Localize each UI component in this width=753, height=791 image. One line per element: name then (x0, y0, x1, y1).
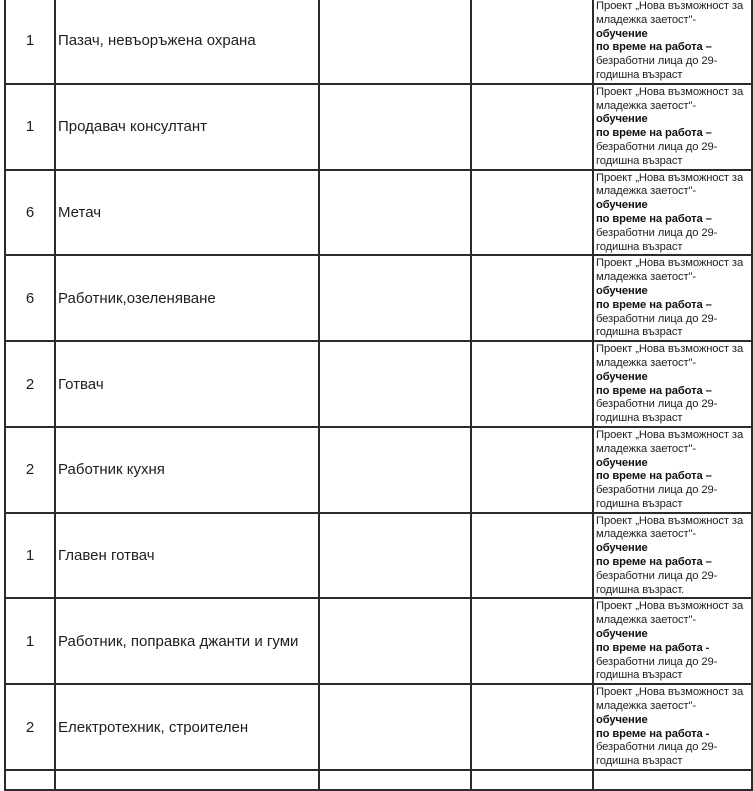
empty-cell-4 (471, 770, 593, 790)
project-line-2-bold: обучение (596, 113, 648, 126)
project-line-1: Проект „Нова възможност за (596, 686, 744, 699)
project-line-3: по време на работа - (596, 641, 710, 654)
project-line-3: по време на работа – (596, 384, 712, 397)
project-line-2-bold: обучение (596, 713, 648, 726)
project-line-2 (596, 357, 749, 385)
project-line-2-plain: младежка заетост"- (596, 614, 697, 627)
empty-cell-3 (319, 513, 471, 599)
project-line-4: безработни лица до 29- (596, 55, 718, 68)
project-line-2-plain: младежка заетост"- (596, 356, 697, 369)
project-line-3: по време на работа – (596, 212, 712, 225)
project-line-1: Проект „Нова възможност за (596, 428, 744, 441)
project-line-5: годишна възраст (596, 326, 683, 339)
project-line-2 (596, 14, 749, 42)
project-line-4: безработни лица до 29- (596, 226, 718, 239)
project-line-2-plain: младежка заетост"- (596, 442, 697, 455)
project-note-cell (593, 427, 752, 513)
quantity-cell: 1 (5, 598, 55, 684)
quantity-cell (5, 770, 55, 790)
position-cell: Работник, поправка джанти и гуми (55, 598, 319, 684)
project-line-1: Проект „Нова възможност за (596, 0, 744, 12)
project-note-cell (593, 255, 752, 341)
project-line-2-bold: обучение (596, 456, 648, 469)
quantity-cell: 2 (5, 341, 55, 427)
project-line-5: годишна възраст (596, 240, 683, 253)
position-cell: Метач (55, 170, 319, 256)
table-row (5, 341, 752, 427)
project-line-2-bold: обучение (596, 284, 648, 297)
project-line-3: по време на работа – (596, 470, 712, 483)
project-line-1: Проект „Нова възможност за (596, 600, 744, 613)
project-line-1: Проект „Нова възможност за (596, 257, 744, 270)
empty-cell-3 (319, 684, 471, 770)
project-line-3: по време на работа - (596, 727, 710, 740)
project-line-5: годишна възраст (596, 154, 683, 167)
project-line-2-plain: младежка заетост"- (596, 271, 697, 284)
position-cell: Електротехник, строителен (55, 684, 319, 770)
project-line-4: безработни лица до 29- (596, 741, 718, 754)
empty-cell-4 (471, 427, 593, 513)
project-line-1: Проект „Нова възможност за (596, 85, 744, 98)
position-cell: Главен готвач (55, 513, 319, 599)
vacancies-table (4, 0, 753, 791)
project-line-2 (596, 100, 749, 128)
project-line-2 (596, 528, 749, 556)
empty-cell-3 (319, 770, 471, 790)
empty-cell-4 (471, 0, 593, 84)
table-row (5, 513, 752, 599)
position-cell: Работник кухня (55, 427, 319, 513)
project-line-3: по време на работа – (596, 556, 712, 569)
table-row (5, 598, 752, 684)
position-cell: Готвач (55, 341, 319, 427)
project-note-cell (593, 770, 752, 790)
project-line-2-plain: младежка заетост"- (596, 99, 697, 112)
project-note-cell (593, 598, 752, 684)
empty-cell-4 (471, 170, 593, 256)
project-line-1: Проект „Нова възможност за (596, 171, 744, 184)
empty-cell-3 (319, 427, 471, 513)
table-row (5, 170, 752, 256)
project-line-4: безработни лица до 29- (596, 312, 718, 325)
project-line-4: безработни лица до 29- (596, 140, 718, 153)
project-note-cell (593, 684, 752, 770)
project-line-5: годишна възраст (596, 755, 683, 768)
empty-cell-4 (471, 341, 593, 427)
project-line-1: Проект „Нова възможност за (596, 514, 744, 527)
empty-cell-4 (471, 598, 593, 684)
project-line-2-bold: обучение (596, 370, 648, 383)
empty-cell-3 (319, 255, 471, 341)
project-line-2 (596, 614, 749, 642)
quantity-cell: 1 (5, 513, 55, 599)
empty-cell-3 (319, 84, 471, 170)
empty-cell-4 (471, 513, 593, 599)
project-note-cell (593, 513, 752, 599)
project-line-4: безработни лица до 29- (596, 484, 718, 497)
project-note-cell (593, 341, 752, 427)
project-line-3: по време на работа – (596, 127, 712, 140)
project-line-3: по време на работа – (596, 298, 712, 311)
project-note-cell (593, 0, 752, 84)
quantity-cell: 2 (5, 427, 55, 513)
project-note-cell (593, 84, 752, 170)
project-line-4: безработни лица до 29- (596, 569, 718, 582)
project-line-2-bold: обучение (596, 542, 648, 555)
project-line-2-plain: младежка заетост"- (596, 185, 697, 198)
quantity-cell: 6 (5, 170, 55, 256)
table-row (5, 0, 752, 84)
table-row (5, 84, 752, 170)
position-cell: Продавач консултант (55, 84, 319, 170)
quantity-cell: 6 (5, 255, 55, 341)
table-row-partial (5, 770, 752, 790)
quantity-cell: 2 (5, 684, 55, 770)
empty-cell-4 (471, 684, 593, 770)
empty-cell-3 (319, 341, 471, 427)
project-line-3: по време на работа – (596, 41, 712, 54)
table-row (5, 427, 752, 513)
project-line-4: безработни лица до 29- (596, 655, 718, 668)
project-line-2-bold: обучение (596, 27, 648, 40)
position-cell (55, 770, 319, 790)
project-line-4: безработни лица до 29- (596, 398, 718, 411)
project-line-2 (596, 185, 749, 213)
table-row (5, 684, 752, 770)
empty-cell-4 (471, 84, 593, 170)
project-line-5: годишна възраст (596, 412, 683, 425)
project-line-1: Проект „Нова възможност за (596, 343, 744, 356)
empty-cell-3 (319, 170, 471, 256)
project-line-5: годишна възраст (596, 497, 683, 510)
project-line-2-bold: обучение (596, 628, 648, 641)
project-line-2-bold: обучение (596, 199, 648, 212)
project-line-2 (596, 700, 749, 728)
project-note-cell (593, 170, 752, 256)
project-line-2 (596, 443, 749, 471)
vacancies-table-body (5, 0, 752, 790)
project-line-5: годишна възраст (596, 669, 683, 682)
project-line-2-plain: младежка заетост"- (596, 13, 697, 26)
project-line-2 (596, 271, 749, 299)
empty-cell-3 (319, 598, 471, 684)
empty-cell-4 (471, 255, 593, 341)
table-row (5, 255, 752, 341)
quantity-cell: 1 (5, 84, 55, 170)
empty-cell-3 (319, 0, 471, 84)
project-line-2-plain: младежка заетост"- (596, 700, 697, 713)
project-line-5: годишна възраст (596, 68, 683, 81)
quantity-cell: 1 (5, 0, 55, 84)
position-cell: Работник,озеленяване (55, 255, 319, 341)
position-cell: Пазач, невъоръжена охрана (55, 0, 319, 84)
project-line-2-plain: младежка заетост"- (596, 528, 697, 541)
project-line-5: годишна възраст. (596, 583, 685, 596)
